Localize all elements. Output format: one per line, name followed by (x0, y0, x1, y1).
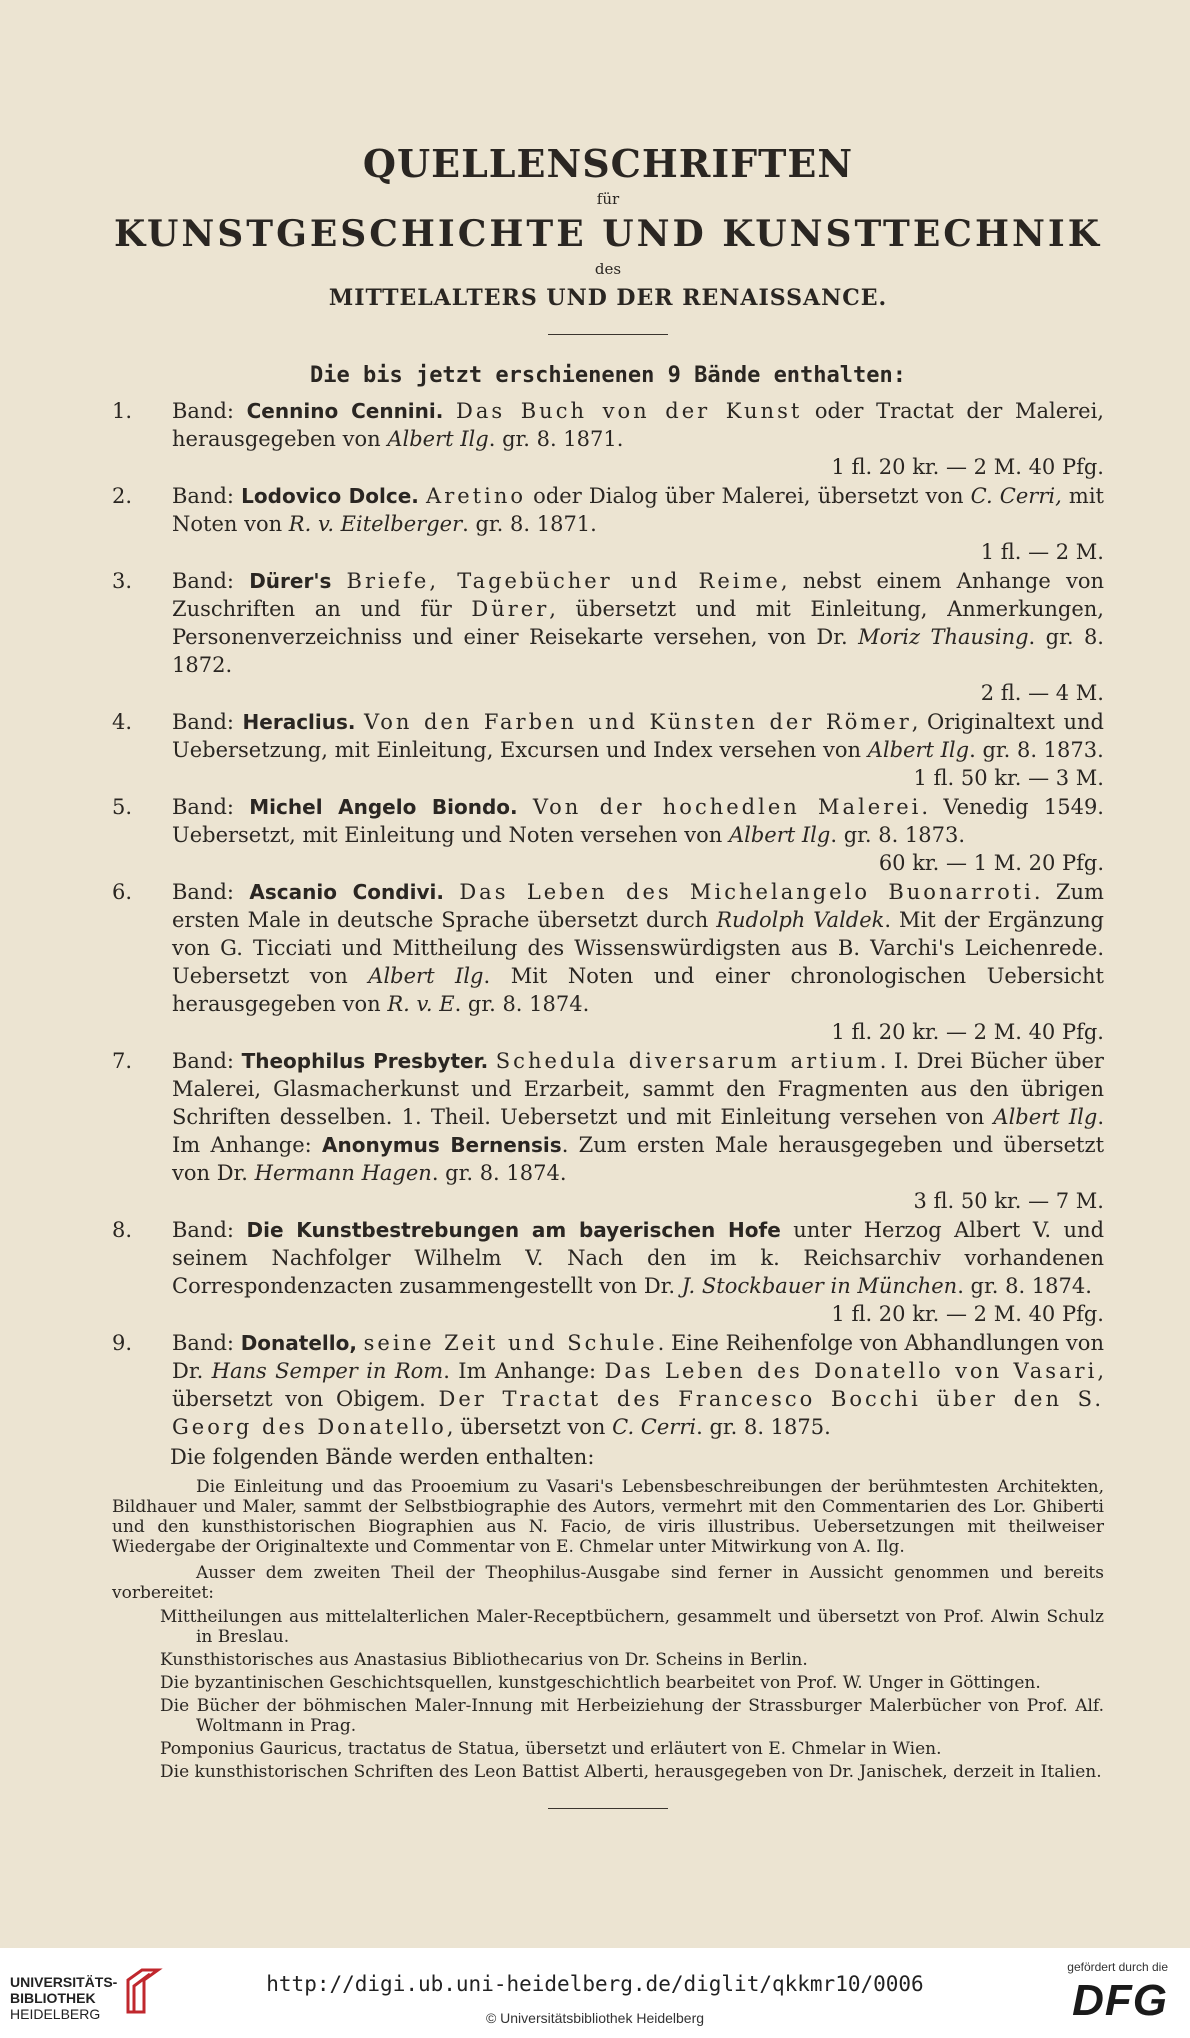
volume-price: 3 fl. 50 kr. — 7 M. (913, 1189, 1104, 1213)
volume-number: 8. (112, 1218, 133, 1242)
volume-text: . Mit Noten und einer chronologischen Uebersicht herausgegeben von (172, 964, 1104, 1016)
volume-text: , übersetzt und mit Einleitung, Anmerkungen, Personenverzeichniss und einer Reisekarte versehen, von Dr. (172, 597, 1104, 649)
volume-tail: . gr. 8. 1874. (431, 1161, 567, 1185)
volume-tail: . gr. 8. 1871. (488, 427, 624, 451)
volume-band-label: Band: (172, 1049, 234, 1073)
volume-author: Ascanio Condivi. (249, 880, 444, 904)
volume-author: Donatello, (240, 1331, 357, 1355)
page-content (112, 142, 1104, 1809)
volume-editor: Hans Semper in Rom (211, 1359, 444, 1383)
library-name-line: HEIDELBERG (10, 2006, 101, 2022)
volume-title: Aretino (426, 484, 527, 508)
volume-band-label: Band: (172, 710, 234, 734)
title-connector-1: für (596, 190, 620, 208)
volume-editor: Albert Ilg (993, 1105, 1098, 1129)
volume-tail: . gr. 8. 1873. (830, 823, 966, 847)
volume-text: , nebst einem Anhange von Zuschriften an und für (172, 569, 1104, 621)
volume-price: 1 fl. 50 kr. — 3 M. (913, 766, 1104, 790)
volume-tail: . gr. 8. 1873. (969, 738, 1104, 762)
volume-title: Das Leben des Donatello von Vasari (604, 1359, 1098, 1383)
volume-item (112, 397, 1104, 481)
prepared-item: Die kunsthistorischen Schriften des Leon Battist Alberti, herausgegeben von Dr. Janischek, derzeit in Italien. (160, 1762, 1102, 1782)
volume-text: . Zum ersten Male herausgegeben und übersetzt von Dr. (172, 1133, 1105, 1185)
prepared-item: Pomponius Gauricus, tractatus de Statua, übersetzt und erläutert von E. Chmelar in Wien. (160, 1739, 942, 1759)
volume-editor: Albert Ilg (867, 738, 970, 762)
volume-text: . I. Drei Bücher über Malerei, Glasmacherkunst und Erzarbeit, sammt den Fragmenten aus den übrigen Schriften desselben. 1. Theil. Uebersetzt und mit Einleitung versehen von (172, 1049, 1104, 1129)
volume-text: . Im Anhange: (443, 1359, 605, 1383)
volume-tail: . gr. 8. 1874. (957, 1274, 1092, 1298)
volume-text: . Eine Reihenfolge von Abhandlungen von Dr. (172, 1331, 1104, 1383)
volume-title: Von den Farben und Künsten der Römer (364, 710, 912, 734)
volume-number: 4. (112, 710, 133, 734)
title-line3: MITTELALTERS UND DER RENAISSANCE. (328, 285, 888, 311)
title-line1: QUELLENSCHRIFTEN (362, 141, 854, 186)
volume-title: seine Zeit und Schule (363, 1331, 658, 1355)
volume-editor: Moriz Thausing (858, 625, 1029, 649)
volume-text: . Zum ersten Male in deutsche Sprache übersetzt durch (172, 880, 1104, 932)
volume-band-label: Band: (172, 399, 234, 423)
volume-band-label: Band: (172, 569, 234, 593)
volume-author: Michel Angelo Biondo. (249, 795, 518, 819)
volume-item (112, 482, 1104, 566)
title-line2: KUNSTGESCHICHTE UND KUNSTTECHNIK (113, 213, 1102, 255)
title-connector-2: des (594, 260, 622, 278)
volume-number: 7. (112, 1049, 133, 1073)
prepared-list (112, 1607, 1104, 1782)
volume-editor: R. v. Eitelberger (288, 512, 463, 536)
volume-author: Die Kunstbestrebungen am bayerischen Hofe (246, 1218, 781, 1242)
volume-title: Der Tractat des Francesco Bocchi über den S. Georg des Donatello (172, 1387, 1104, 1439)
volume-band-label: Band: (172, 880, 234, 904)
volume-price: 1 fl. — 2 M. (980, 540, 1104, 564)
end-divider (548, 1808, 668, 1809)
volume-text: mit Noten von (172, 484, 1104, 536)
volume-author: Theophilus Presbyter. (241, 1049, 489, 1073)
volume-number: 9. (112, 1331, 133, 1355)
volume-text: . Mit der Ergänzung von G. Ticciati und Mittheilung des Wissenswürdigsten aus B. Varchi's Leichenrede. Uebersetzt von (172, 908, 1104, 988)
volume-text: oder Tractat der Malerei, herausgegeben von (172, 399, 1104, 451)
volume-text: , übersetzt von (446, 1415, 613, 1439)
volume-item (112, 793, 1104, 877)
volume-text: oder Dialog über Malerei, übersetzt von (526, 484, 971, 508)
volume-author: Dürer's (249, 569, 332, 593)
volume-price: 1 fl. 20 kr. — 2 M. 40 Pfg. (831, 455, 1104, 479)
volume-text: . Venedig 1549. Uebersetzt, mit Einleitung und Noten versehen von (172, 795, 1104, 847)
upcoming-paragraph: Die Einleitung und das Prooemium zu Vasari's Lebensbeschreibungen der berühmtesten Architekten, Bildhauer und Maler, sammt der Selbstbiographie des Autors, vermehrt mit den Commentarien des Lor. Ghiberti und den kunsthistorischen Biographien aus N. Facio, de viris illustribus. Uebersetzungen mit theilweiser Wiedergabe der Originaltexte und Commentar von E. Chmelar unter Mitwirkung von A. Ilg. (112, 1477, 1104, 1557)
volume-item (112, 878, 1104, 1046)
volume-author: Lodovico Dolce. (241, 484, 419, 508)
volume-item (112, 708, 1104, 792)
volume-band-label: Band: (172, 1218, 234, 1242)
volume-item (112, 1329, 1104, 1441)
volume-number: 2. (112, 484, 133, 508)
upcoming-heading: Die folgenden Bände werden enthalten: (170, 1445, 595, 1469)
prepared-item: Mittheilungen aus mittelalterlichen Maler-Receptbüchern, gesammelt und übersetzt von Prof. Alwin Schulz in Breslau. (160, 1607, 1104, 1647)
prepared-item: Die byzantinischen Geschichtsquellen, kunstgeschichtlich bearbeitet von Prof. W. Unger in Göttingen. (160, 1673, 1041, 1693)
viewer-footer (0, 1948, 1190, 2038)
volume-tail: . gr. 8. 1871. (462, 512, 597, 536)
volume-author: Anonymus Bernensis (322, 1133, 562, 1157)
library-name-line: UNIVERSITÄTS- (10, 1974, 118, 1990)
volume-editor: Hermann Hagen (254, 1161, 432, 1185)
volume-title: Das Buch von der Kunst (455, 399, 803, 423)
volume-text: . Im Anhange: (172, 1105, 1104, 1157)
volume-tail: . gr. 8. 1872. (172, 625, 1104, 677)
volume-title: Schedula diversarum artium (495, 1049, 880, 1073)
volume-number: 1. (112, 399, 133, 423)
volume-band-label: Band: (172, 484, 234, 508)
volume-title: Dürer (471, 597, 550, 621)
volume-text: unter Herzog Albert V. und seinem Nachfolger Wilhelm V. Nach den im k. Reichsarchiv vorhandenen Correspondenzacten zusammengestellt von Dr. (172, 1218, 1105, 1298)
volumes-intro: Die bis jetzt erschienenen 9 Bände enthalten: (309, 363, 907, 388)
volume-author: Heraclius. (242, 710, 356, 734)
volume-item (112, 1047, 1104, 1215)
volume-title: Briefe, Tagebücher und Reime (346, 569, 781, 593)
prepared-item: Kunsthistorisches aus Anastasius Bibliothecarius von Dr. Scheins in Berlin. (160, 1650, 808, 1670)
volume-list (112, 397, 1104, 1441)
volume-title: Das Leben des Michelangelo Buonarroti (459, 880, 1034, 904)
volume-editor: Rudolph Valdek (716, 908, 885, 932)
library-name-line: BIBLIOTHEK (10, 1990, 96, 2006)
volume-price: 2 fl. — 4 M. (980, 681, 1104, 705)
volume-number: 3. (112, 569, 133, 593)
volume-tail: . gr. 8. 1874. (454, 992, 590, 1016)
prepared-item: Die Bücher der böhmischen Maler-Innung mit Herbeiziehung der Strassburger Malerbücher von Prof. Alf. Woltmann in Prag. (160, 1696, 1104, 1736)
volume-item (112, 567, 1104, 707)
volume-price: 1 fl. 20 kr. — 2 M. 40 Pfg. (831, 1302, 1104, 1326)
volume-price: 60 kr. — 1 M. 20 Pfg. (878, 851, 1104, 875)
prepared-paragraph: Ausser dem zweiten Theil der Theophilus-Ausgabe sind ferner in Aussicht genommen und bereits vorbereitet: (112, 1563, 1104, 1603)
volume-author: Cennino Cennini. (246, 399, 444, 423)
volume-editor: Albert Ilg (387, 427, 489, 451)
volume-editor: Albert Ilg (728, 823, 831, 847)
volume-price: 1 fl. 20 kr. — 2 M. 40 Pfg. (831, 1020, 1104, 1044)
divider (548, 334, 668, 335)
dfg-logo: DFG (1072, 1976, 1168, 2025)
copyright-notice: © Universitätsbibliothek Heidelberg (485, 2010, 705, 2026)
volume-editor: C. Cerri (612, 1415, 697, 1439)
volume-number: 5. (112, 795, 133, 819)
volume-tail: . gr. 8. 1875. (696, 1415, 831, 1439)
volume-band-label: Band: (172, 795, 234, 819)
volume-text: , übersetzt von Obigem. (172, 1359, 1104, 1411)
volume-editor: C. Cerri, (970, 484, 1062, 508)
volume-editor: Albert Ilg (368, 964, 484, 988)
volume-band-label: Band: (172, 1331, 234, 1355)
volume-editor: R. v. E (387, 992, 455, 1016)
volume-title: Von der hochedlen Malerei (532, 795, 922, 819)
funding-note: gefördert durch die (1067, 1960, 1168, 1974)
volume-number: 6. (112, 880, 133, 904)
volume-editor: J. Stockbauer in München (681, 1274, 958, 1298)
volume-item (112, 1216, 1104, 1328)
permalink-url[interactable]: http://digi.ub.uni-heidelberg.de/diglit/qkkmr10/0006 (266, 1972, 924, 1996)
volume-text: , Originaltext und Uebersetzung, mit Einleitung, Excursen und Index versehen von (172, 710, 1104, 762)
